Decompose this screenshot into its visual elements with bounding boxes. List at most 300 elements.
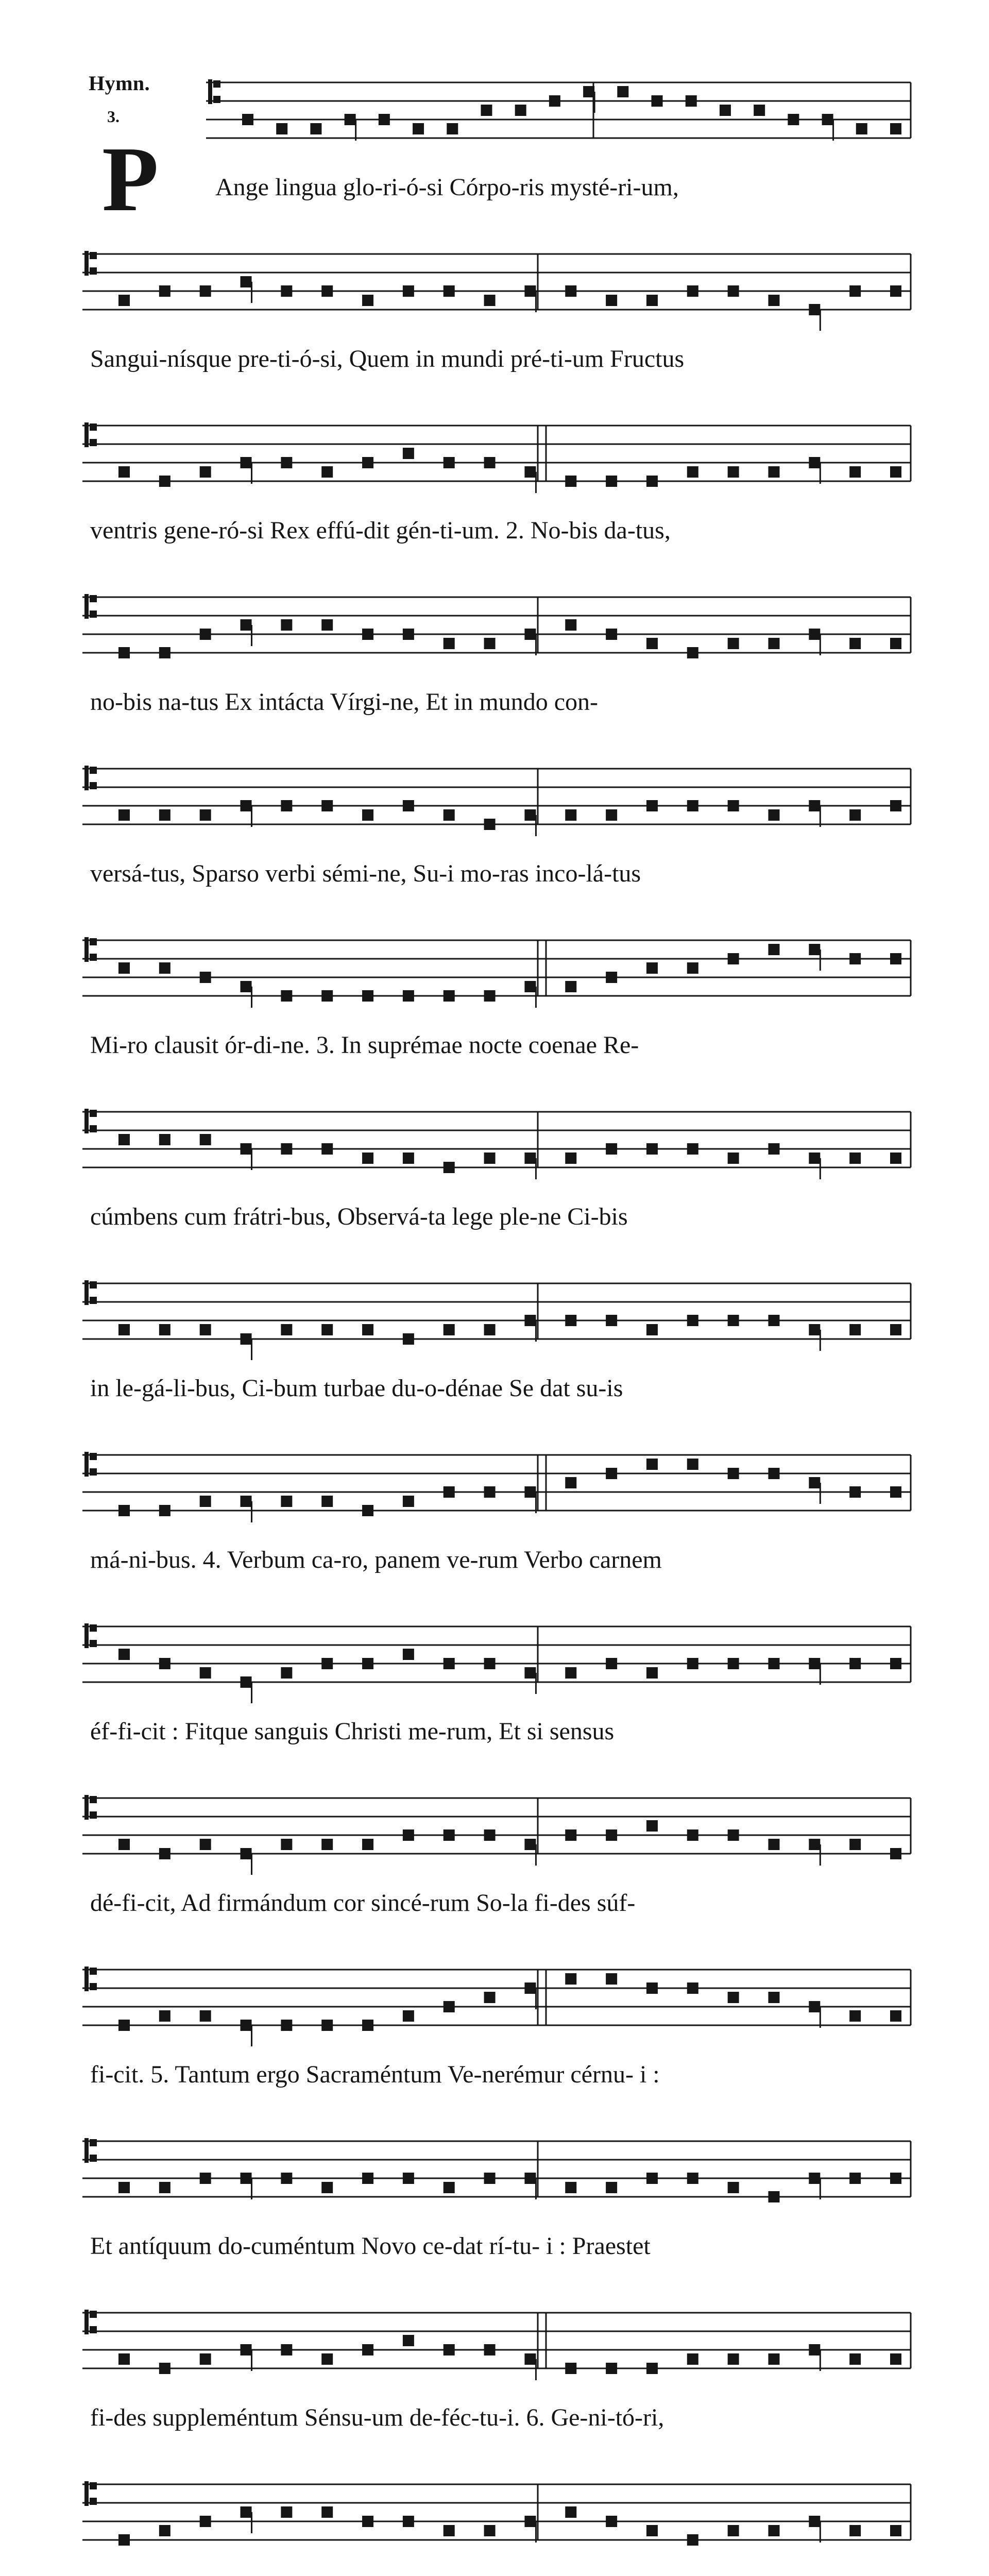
neume-note (118, 809, 130, 821)
neume-note (768, 1992, 779, 2003)
neume-note (118, 466, 130, 478)
neume-note (362, 809, 373, 821)
neume-note (200, 972, 211, 983)
neume-note (241, 2173, 252, 2184)
c-clef-icon (84, 1967, 89, 1991)
neume-note (890, 1324, 901, 1335)
neume-note (444, 1658, 455, 1669)
neume-note (768, 466, 779, 478)
neume-note (200, 2010, 211, 2022)
lyric-line: éf-fi-cit : Fitque sanguis Christi me-rum, Et si sensus (90, 1718, 615, 1745)
neume-note (524, 1315, 536, 1326)
hymn-number: 3. (107, 107, 120, 126)
neume-note (241, 1333, 252, 1345)
neume-note (345, 114, 356, 125)
neume-note (565, 2506, 576, 2518)
neume-note (281, 2173, 292, 2184)
neume-note (444, 457, 455, 468)
neume-note (159, 2525, 170, 2536)
neume-note (444, 1162, 455, 1173)
c-clef-icon (90, 954, 97, 961)
neume-note (159, 809, 170, 821)
c-clef-icon (90, 1110, 97, 1117)
neume-note (687, 1658, 698, 1669)
neume-note (686, 95, 697, 107)
neume-note (362, 2344, 373, 2355)
neume-note (403, 800, 414, 811)
neume-note (362, 1839, 373, 1850)
neume-note (617, 86, 628, 97)
lyric-line: dé-fi-cit, Ad firmándum cor sincé-rum So-la fi-des súf- (90, 1889, 636, 1917)
neume-note (728, 638, 739, 649)
neume-note (403, 2516, 414, 2527)
neume-note (484, 1658, 496, 1669)
neume-note (890, 800, 901, 811)
neume-note (200, 1667, 211, 1679)
neume-note (768, 1468, 779, 1479)
neume-note (281, 285, 292, 297)
neume-note (606, 2516, 617, 2527)
neume-note (200, 1496, 211, 1507)
c-clef-icon (90, 423, 97, 431)
c-clef-icon (90, 1796, 97, 1803)
hymn-label: Hymn. (89, 72, 150, 95)
neume-note (524, 2353, 536, 2365)
neume-note (281, 800, 292, 811)
neume-note (524, 809, 536, 821)
neume-note (484, 295, 496, 306)
neume-note (524, 1486, 536, 1498)
lyric-line: Et antíquum do-cuméntum Novo ce-dat rí-tu- i : Praestet (90, 2232, 651, 2260)
neume-note (362, 629, 373, 640)
neume-note (768, 638, 779, 649)
neume-note (241, 2344, 252, 2355)
neume-note (768, 1658, 779, 1669)
neume-note (646, 962, 658, 974)
neume-note (379, 114, 390, 125)
lyric-line: cúmbens cum frátri-bus, Observá-ta lege ple-ne Ci-bis (90, 1203, 628, 1230)
neume-note (321, 2020, 333, 2031)
neume-note (809, 2001, 820, 2012)
c-clef-icon (84, 2310, 89, 2334)
c-clef-icon (84, 1795, 89, 1820)
neume-note (524, 285, 536, 297)
c-clef-icon (90, 2498, 97, 2505)
neume-note (524, 1667, 536, 1679)
lyric-line: fi-des suppleméntum Sénsu-um de-féc-tu-i. 6. Ge-ni-tó-ri, (90, 2404, 664, 2431)
neume-note (606, 629, 617, 640)
c-clef-icon (90, 2482, 97, 2489)
neume-note (728, 953, 739, 964)
neume-note (241, 981, 252, 992)
neume-note (444, 2344, 455, 2355)
neume-note (809, 1839, 820, 1850)
neume-note (200, 809, 211, 821)
neume-note (768, 1315, 779, 1326)
c-clef-icon (90, 782, 97, 789)
neume-note (728, 2182, 739, 2193)
neume-note (362, 2173, 373, 2184)
neume-note (241, 276, 252, 287)
neume-note (241, 619, 252, 631)
neume-note (118, 1324, 130, 1335)
neume-note (484, 1992, 496, 2003)
lyric-line: Sangui-nísque pre-ti-ó-si, Quem in mundi pré-ti-um Fructus (90, 345, 685, 372)
neume-note (241, 2506, 252, 2518)
neume-note (159, 1134, 170, 1145)
neume-note (484, 2173, 496, 2184)
c-clef-icon (90, 2311, 97, 2318)
neume-note (281, 2020, 292, 2031)
neume-note (281, 1496, 292, 1507)
neume-note (565, 1153, 576, 1164)
neume-note (362, 990, 373, 1002)
neume-note (321, 466, 333, 478)
neume-note (241, 1676, 252, 1688)
c-clef-icon (90, 1968, 97, 1975)
neume-note (118, 2534, 130, 2546)
neume-note (515, 105, 526, 116)
neume-note (276, 123, 287, 134)
neume-note (118, 295, 130, 306)
neume-note (118, 1134, 130, 1145)
neume-note (809, 944, 820, 955)
neume-note (159, 2182, 170, 2193)
neume-note (565, 2363, 576, 2374)
c-clef-icon (84, 1280, 89, 1305)
neume-note (444, 1324, 455, 1335)
neume-note (403, 1333, 414, 1345)
c-clef-icon (84, 594, 89, 619)
neume-note (849, 1324, 861, 1335)
neume-note (403, 1649, 414, 1660)
neume-note (768, 944, 779, 955)
neume-note (849, 1658, 861, 1669)
c-clef-icon (90, 1640, 97, 1647)
neume-note (768, 2525, 779, 2536)
neume-note (728, 1658, 739, 1669)
neume-note (849, 2353, 861, 2365)
neume-note (362, 1505, 373, 1516)
neume-note (606, 2182, 617, 2193)
neume-note (809, 1324, 820, 1335)
neume-note (646, 1459, 658, 1470)
neume-note (362, 2516, 373, 2527)
neume-note (159, 2363, 170, 2374)
neume-note (849, 1153, 861, 1164)
lyric-line: no-bis na-tus Ex intácta Vírgi-ne, Et in mundo con- (90, 688, 599, 716)
neume-note (200, 2353, 211, 2365)
neume-note (200, 1839, 211, 1850)
neume-note (524, 981, 536, 992)
neume-note (321, 800, 333, 811)
neume-note (646, 800, 658, 811)
c-clef-icon (90, 1811, 97, 1819)
neume-note (606, 1829, 617, 1841)
neume-note (281, 457, 292, 468)
neume-note (200, 2173, 211, 2184)
neume-note (606, 1315, 617, 1326)
neume-note (890, 2353, 901, 2365)
neume-note (646, 1667, 658, 1679)
neume-note (444, 2182, 455, 2193)
neume-note (687, 2173, 698, 2184)
neume-note (484, 1829, 496, 1841)
neume-note (768, 1143, 779, 1155)
neume-note (728, 800, 739, 811)
neume-note (484, 990, 496, 1002)
neume-note (118, 1505, 130, 1516)
neume-note (484, 457, 496, 468)
neume-note (849, 1839, 861, 1850)
neume-note (809, 800, 820, 811)
neume-note (281, 2506, 292, 2518)
neume-note (444, 638, 455, 649)
neume-note (849, 466, 861, 478)
neume-note (687, 1143, 698, 1155)
neume-note (200, 629, 211, 640)
neume-note (687, 1459, 698, 1470)
neume-note (118, 2353, 130, 2365)
lyric-line: Ange lingua glo-ri-ó-si Córpo-ris mysté-ri-um, (215, 174, 679, 201)
c-clef-icon (90, 1125, 97, 1132)
neume-note (565, 1315, 576, 1326)
neume-note (687, 800, 698, 811)
neume-note (281, 1324, 292, 1335)
c-clef-icon (90, 595, 97, 602)
neume-note (362, 295, 373, 306)
neume-note (481, 105, 492, 116)
neume-note (200, 285, 211, 297)
neume-note (524, 2516, 536, 2527)
neume-note (849, 809, 861, 821)
neume-note (687, 647, 698, 658)
neume-note (321, 990, 333, 1002)
drop-cap-initial: P (102, 128, 159, 230)
neume-note (321, 2506, 333, 2518)
neume-note (809, 457, 820, 468)
neume-note (484, 819, 496, 830)
neume-note (524, 2173, 536, 2184)
c-clef-icon (90, 611, 97, 618)
neume-note (524, 629, 536, 640)
neume-note (444, 809, 455, 821)
neume-note (159, 1848, 170, 1859)
neume-note (606, 295, 617, 306)
c-clef-icon (84, 422, 89, 447)
neume-note (890, 123, 901, 134)
neume-note (646, 295, 658, 306)
neume-note (849, 285, 861, 297)
neume-note (321, 2353, 333, 2365)
neume-note (890, 1153, 901, 1164)
neume-note (565, 1973, 576, 1985)
c-clef-icon (90, 2155, 97, 2162)
neume-note (890, 1658, 901, 1669)
neume-note (890, 1486, 901, 1498)
neume-note (768, 2353, 779, 2365)
neume-note (403, 2010, 414, 2022)
neume-note (321, 285, 333, 297)
neume-note (159, 476, 170, 487)
neume-note (159, 285, 170, 297)
neume-note (728, 1468, 739, 1479)
neume-note (646, 1982, 658, 1994)
neume-note (159, 1324, 170, 1335)
neume-note (849, 638, 861, 649)
neume-note (687, 285, 698, 297)
neume-note (646, 638, 658, 649)
neume-note (444, 1829, 455, 1841)
neume-note (565, 2182, 576, 2193)
c-clef-icon (84, 251, 89, 276)
neume-note (321, 1496, 333, 1507)
neume-note (606, 1143, 617, 1155)
neume-note (241, 1143, 252, 1155)
neume-note (890, 2173, 901, 2184)
neume-note (728, 466, 739, 478)
neume-note (565, 1829, 576, 1841)
c-clef-icon (90, 1281, 97, 1289)
neume-note (809, 304, 820, 315)
neume-note (890, 1848, 901, 1859)
neume-note (281, 1143, 292, 1155)
neume-note (484, 638, 496, 649)
neume-note (200, 1134, 211, 1145)
lyric-line: ventris gene-ró-si Rex effú-dit gén-ti-um. 2. No-bis da-tus, (90, 517, 671, 544)
neume-note (565, 476, 576, 487)
c-clef-icon (90, 2326, 97, 2333)
neume-note (321, 1324, 333, 1335)
neume-note (403, 1829, 414, 1841)
neume-note (403, 448, 414, 459)
neume-note (809, 2173, 820, 2184)
neume-note (524, 466, 536, 478)
c-clef-icon (84, 937, 89, 962)
neume-note (444, 1486, 455, 1498)
neume-note (890, 638, 901, 649)
neume-note (362, 1153, 373, 1164)
c-clef-icon (84, 2481, 89, 2506)
neume-note (687, 466, 698, 478)
neume-note (484, 2525, 496, 2536)
neume-note (809, 2516, 820, 2527)
neume-note (484, 2344, 496, 2355)
neume-note (606, 476, 617, 487)
lyric-line: in le-gá-li-bus, Ci-bum turbae du-o-dénae Se dat su-is (90, 1375, 623, 1402)
c-clef-icon (90, 267, 97, 275)
neume-note (159, 962, 170, 974)
neume-note (321, 1658, 333, 1669)
neume-note (646, 2363, 658, 2374)
neume-note (362, 2020, 373, 2031)
neume-note (728, 2525, 739, 2536)
neume-note (606, 1658, 617, 1669)
c-clef-icon (90, 1297, 97, 1304)
c-clef-icon (84, 1452, 89, 1477)
neume-note (403, 285, 414, 297)
neume-note (118, 2020, 130, 2031)
neume-note (403, 990, 414, 1002)
c-clef-icon (90, 767, 97, 774)
neume-note (118, 1649, 130, 1660)
neume-note (524, 1153, 536, 1164)
neume-note (565, 619, 576, 631)
neume-note (646, 1820, 658, 1832)
c-clef-icon (90, 1624, 97, 1632)
neume-note (687, 1982, 698, 1994)
neume-note (241, 2020, 252, 2031)
c-clef-icon (84, 1623, 89, 1648)
neume-note (687, 2534, 698, 2546)
neume-note (118, 2182, 130, 2193)
neume-note (281, 1839, 292, 1850)
neume-note (200, 1324, 211, 1335)
neume-note (856, 123, 867, 134)
lyric-line: versá-tus, Sparso verbi sémi-ne, Su-i mo-ras inco-lá-tus (90, 860, 641, 887)
neume-note (118, 962, 130, 974)
c-clef-icon (90, 1468, 97, 1476)
neume-note (652, 95, 663, 107)
neume-note (118, 647, 130, 658)
neume-note (321, 2182, 333, 2193)
neume-note (524, 1839, 536, 1850)
neume-note (403, 2335, 414, 2346)
neume-note (728, 1153, 739, 1164)
lyric-line: fi-cit. 5. Tantum ergo Sacraméntum Ve-nerémur cérnu- i : (90, 2061, 660, 2088)
neume-note (281, 1667, 292, 1679)
neume-note (565, 1667, 576, 1679)
neume-note (281, 619, 292, 631)
c-clef-icon (84, 766, 89, 790)
c-clef-icon (208, 79, 212, 104)
neume-note (484, 1324, 496, 1335)
neume-note (159, 1505, 170, 1516)
neume-note (310, 123, 321, 134)
neume-note (768, 295, 779, 306)
neume-note (200, 466, 211, 478)
neume-note (728, 1829, 739, 1841)
neume-note (646, 2525, 658, 2536)
neume-note (403, 629, 414, 640)
neume-note (809, 1658, 820, 1669)
c-clef-icon (90, 439, 97, 446)
neume-note (728, 285, 739, 297)
neume-note (890, 466, 901, 478)
c-clef-icon (90, 2139, 97, 2146)
neume-note (768, 2191, 779, 2202)
neume-note (444, 990, 455, 1002)
neume-note (403, 1496, 414, 1507)
c-clef-icon (90, 1453, 97, 1460)
neume-note (159, 647, 170, 658)
lyric-line: Mi-ro clausit ór-di-ne. 3. In suprémae nocte coenae Re- (90, 1031, 639, 1059)
neume-note (809, 1477, 820, 1488)
lyric-line: má-ni-bus. 4. Verbum ca-ro, panem ve-rum Verbo carnem (90, 1546, 662, 1573)
neume-note (565, 981, 576, 992)
neume-note (549, 95, 560, 107)
neume-note (413, 123, 424, 134)
neume-note (362, 1324, 373, 1335)
neume-note (728, 1992, 739, 2003)
neume-note (524, 1982, 536, 1994)
neume-note (890, 953, 901, 964)
neume-note (241, 1848, 252, 1859)
neume-note (646, 1324, 658, 1335)
neume-note (565, 1477, 576, 1488)
neume-note (241, 1496, 252, 1507)
neume-note (646, 476, 658, 487)
